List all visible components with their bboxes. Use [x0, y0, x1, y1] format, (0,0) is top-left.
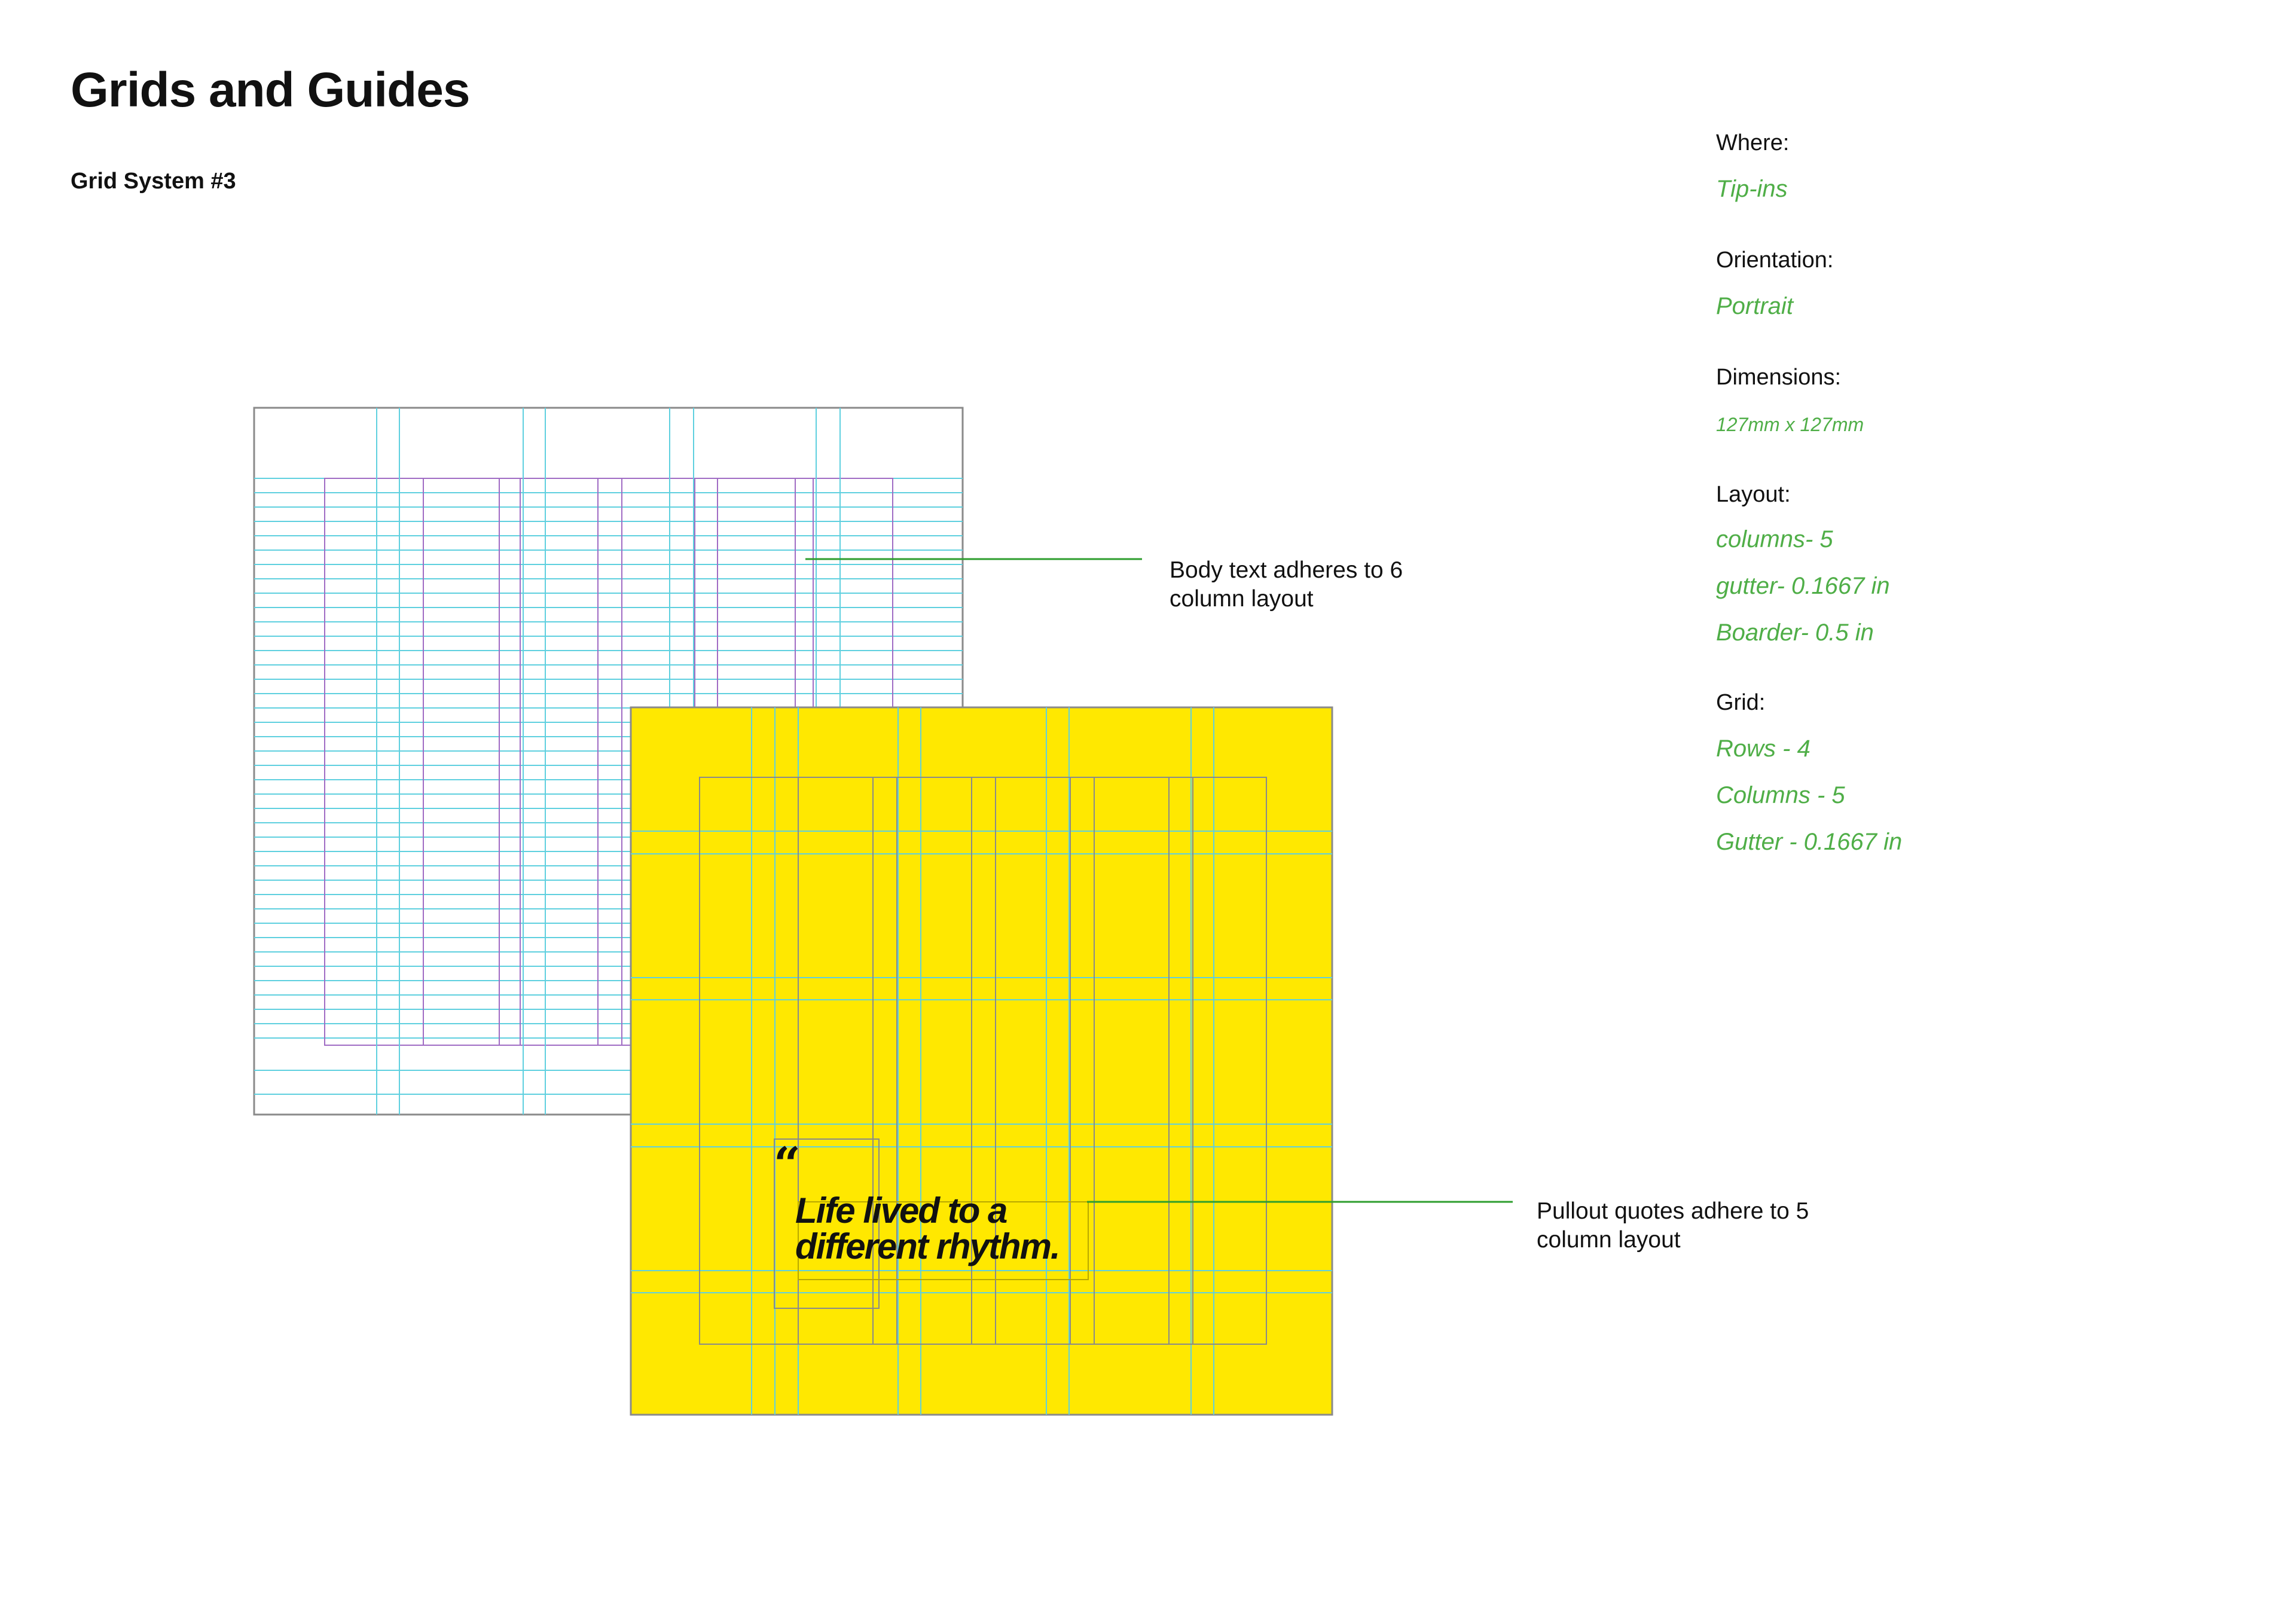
- spec-layout-border: Boarder- 0.5 in: [1716, 619, 1874, 646]
- pullout-note-line-1: Pullout quotes adhere to 5: [1537, 1198, 1809, 1224]
- pullout-note-line-2: column layout: [1537, 1227, 1681, 1253]
- page-subtitle: Grid System #3: [71, 169, 236, 194]
- page-title: Grids and Guides: [71, 63, 470, 117]
- spec-dimensions-label: Dimensions:: [1716, 365, 1842, 390]
- spec-where-value: Tip-ins: [1716, 176, 1788, 202]
- spec-grid-rows: Rows - 4: [1716, 735, 1810, 762]
- quote-line-1: Life lived to a: [795, 1190, 1007, 1231]
- pullout-quote: [795, 1190, 1060, 1266]
- spec-orientation-value: Portrait: [1716, 293, 1793, 319]
- spec-where-label: Where:: [1716, 130, 1790, 155]
- spec-layout-gutter: gutter- 0.1667 in: [1716, 573, 1890, 599]
- spec-dimensions-value: 127mm x 127mm: [1716, 414, 1864, 435]
- quote-line-2: different rhythm.: [795, 1226, 1060, 1266]
- five-column-page: [631, 707, 1332, 1415]
- spec-grid-label: Grid:: [1716, 690, 1766, 715]
- yellow-page: [631, 707, 1332, 1415]
- spec-grid-columns: Columns - 5: [1716, 782, 1845, 808]
- spec-orientation-label: Orientation:: [1716, 248, 1834, 273]
- spec-grid-gutter: Gutter - 0.1667 in: [1716, 829, 1903, 855]
- body-text-note-line-2: column layout: [1170, 586, 1314, 612]
- spec-layout-label: Layout:: [1716, 482, 1791, 507]
- body-text-note-line-1: Body text adheres to 6: [1170, 557, 1403, 583]
- pullout-note: [1537, 1197, 1809, 1254]
- body-text-note: [1170, 556, 1403, 613]
- spec-layout-columns: columns- 5: [1716, 526, 1833, 552]
- quote-mark: “: [774, 1137, 801, 1192]
